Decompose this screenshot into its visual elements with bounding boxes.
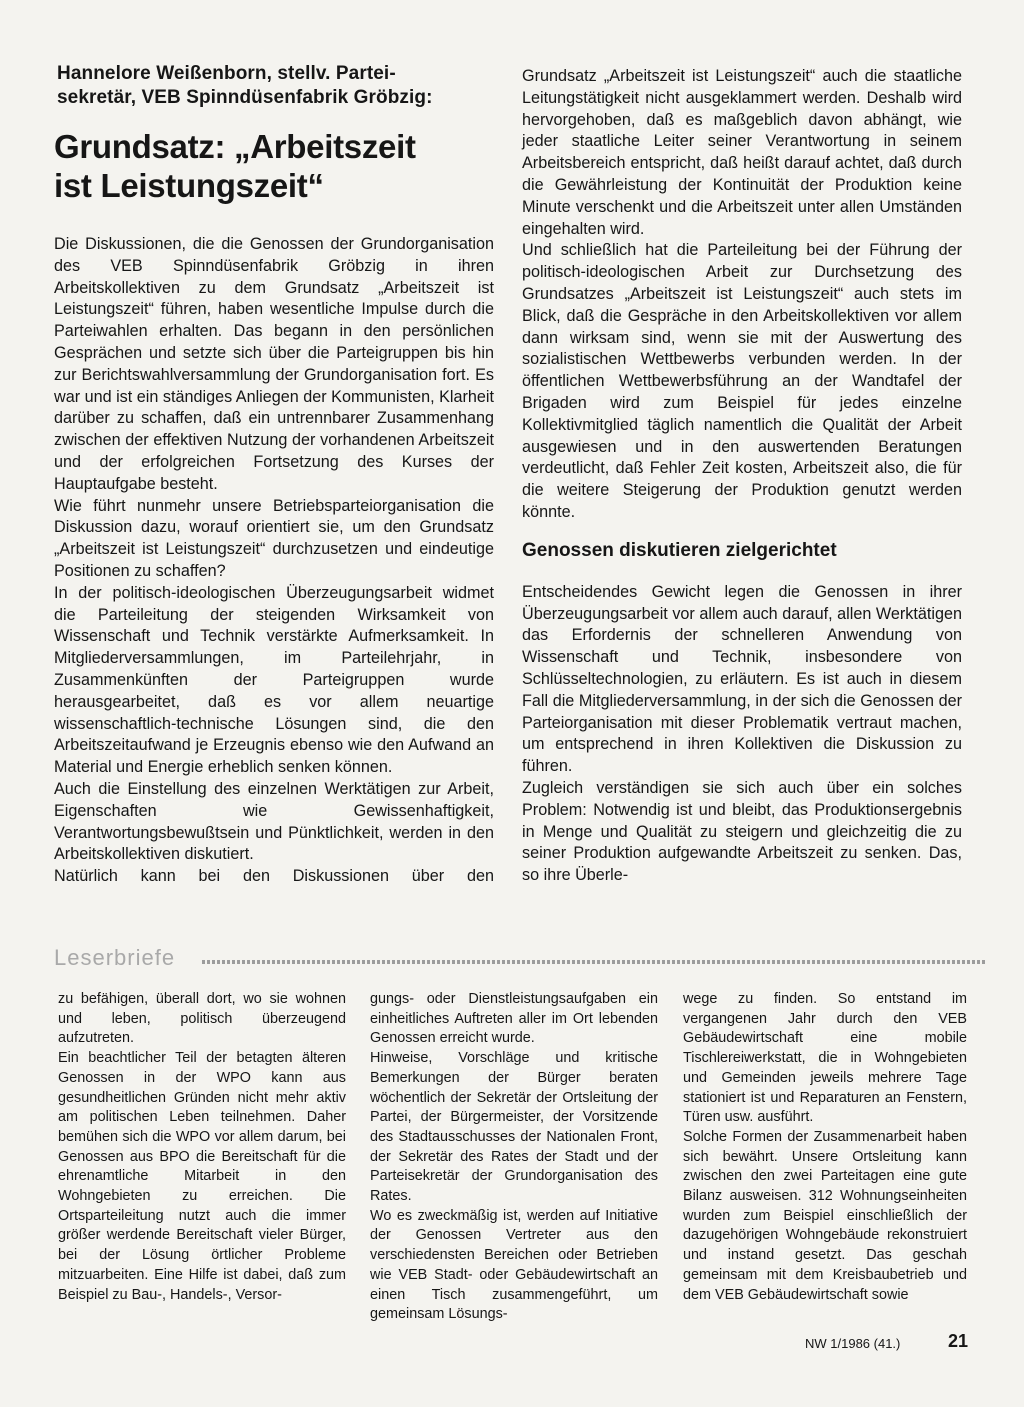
article-headline — [54, 127, 504, 205]
headline-line-1: Grundsatz: „Arbeitszeit — [54, 128, 416, 165]
section-header — [54, 940, 989, 976]
page-number: 21 — [948, 1331, 969, 1351]
article-column-left — [54, 234, 494, 888]
letter-paragraph: Solche Formen der Zusammenarbeit haben sich bewährt. Unsere Ortsleitung kann zwischen den zwei Parteitagen eine gute Bilanz ausweisen. 312 Wohnungseinheiten wurden zum Beispiel einschließlich der dazugehörigen Wohngebäude rekonstruiert und instand gesetzt. Das geschah gemeinsam mit dem Kreisbaubetrieb und dem VEB Gebäudewirtschaft sowie — [683, 1128, 967, 1303]
letter-paragraph: zu befähigen, überall dort, wo sie wohnen und leben, politisch überzeugend aufzutreten. — [58, 991, 346, 1047]
article-subheading: Genossen diskutieren zielgerichtet — [522, 539, 837, 561]
article-paragraph: Wie führt nunmehr unsere Betriebsparteiorganisation die Diskussion dazu, worauf orientiert sie, um den Grundsatz „Arbeitszeit ist Leistungszeit“ durchzusetzen und eindeutige Positionen zu schaffen? — [54, 496, 494, 580]
article-paragraph: Und schließlich hat die Parteileitung bei der Führung der politisch-ideologischen Arbeit zur Durchsetzung des Grundsatzes „Arbeitszeit ist Leistungszeit“ auch stets im Blick, daß die Gespräche in den Arbeitskollektiven vor allem dann wirksam sind, wenn sie mit der Auswertung des sozialistischen Wettbewerbs verbunden werden. In der öffentlichen Wettbewerbsführung an der Wandtafel der Brigaden wird zum Beispiel für jedes einzelne Kollektivmitglied täglich namentlich die Qualität der Arbeit ausgewiesen und in den auswertenden Beratungen verdeutlicht, daß Fehler Zeit kosten, Arbeitszeit also, die für die weitere Steigerung der Produktion genutzt werden könnte. — [522, 241, 962, 521]
article-paragraph: In der politisch-ideologischen Überzeugungsarbeit widmet die Parteileitung der steigenden Wirksamkeit von Wissenschaft und Technik verstärkte Aufmerksamkeit. In Mitgliederversammlungen, im Parteilehrjahr, in Zusammenkünften der Parteigruppen wurde herausgearbeitet, daß es vor allem neuartige wissenschaftlich-technische Lösungen sind, die den Arbeitszeitaufwand je Erzeugnis ebenso wie den Aufwand an Material und Energie erheblich senken können. — [54, 583, 494, 777]
letter-paragraph: Wo es zweckmäßig ist, werden auf Initiative der Genossen Vertreter aus den verschiedensten Bereichen oder Betrieben wie VEB Stadt- oder Gebäudewirtschaft an einen Tisch zusammengeführt, um gemeinsam Lösungs- — [370, 1207, 658, 1323]
author-line-1: Hannelore Weißenborn, stellv. Partei- — [57, 63, 396, 84]
issue-reference: NW 1/1986 (41.) — [805, 1336, 901, 1351]
article-paragraph: Entscheidendes Gewicht legen die Genossen in ihrer Überzeugungsarbeit vor allem auch darauf, allen Werktätigen das Erfordernis der schnelleren Anwendung von Wissenschaft und Technik, insbesondere von Schlüsseltechnologien, zu erläutern. Es ist auch in diesem Fall die Mitgliederversammlung, in der sich die Genossen der Parteiorganisation mit dieser Problematik vertraut machen, um entsprechend in ihren Kollektiven die Diskussion zu führen. — [522, 582, 962, 776]
letter-paragraph: gungs- oder Dienstleistungsaufgaben ein einheitliches Auftreten aller im Ort lebenden Genossen erreicht wurde. — [370, 991, 658, 1047]
letters-column-2 — [370, 990, 658, 1325]
article-paragraph: Auch die Einstellung des einzelnen Werktätigen zur Arbeit, Eigenschaften wie Gewissenhaftigkeit, Verantwortungsbewußtsein und Pünktlichkeit, werden in den Arbeitskollektiven diskutiert. — [54, 779, 494, 864]
letters-column-3 — [683, 990, 967, 1305]
letter-paragraph: wege zu finden. So entstand im vergangenen Jahr durch den VEB Gebäudewirtschaft eine mobile Tischlereiwerkstatt, die in Wohngebieten und Gemeinden jeweils mehrere Tage stationiert ist und Reparaturen an Fenstern, Türen usw. ausführt. — [683, 991, 967, 1126]
letter-paragraph: Ein beachtlicher Teil der betagten älteren Genossen in der WPO kann aus gesundheitlichen Gründen nicht mehr aktiv am politischen Leben teilnehmen. Daher bemühen sich die WPO vor allem darum, bei Genossen aus BPO die Bereitschaft für die ehrenamtliche Mitarbeit in den Wohngebieten zu erreichen. Die Ortsparteileitung nutzt auch die immer größer werdende Bereitschaft vieler Bürger, bei der Lösung örtlicher Probleme mitzuarbeiten. Eine Hilfe ist dabei, daß zum Beispiel zu Bau-, Handels-, Versor- — [58, 1050, 346, 1303]
headline-line-2: ist Leistungszeit“ — [54, 167, 324, 204]
section-divider — [202, 960, 987, 964]
article-paragraph: Grundsatz „Arbeitszeit ist Leistungszeit“ auch die staatliche Leitungstätigkeit nicht ausgeklammert werden. Deshalb wird hervorgehoben, daß es maßgeblich davon abhängt, wie jeder staatliche Leiter seiner Verantwortung in seinem Arbeitsbereich entspricht, daß heißt darauf achtet, daß durch die Gewährleistung der Kontinuität der Produktion keine Minute verschenkt und die Arbeitszeit unter allen Umständen eingehalten wird. — [522, 67, 962, 238]
article-paragraph: Die Diskussionen, die die Genossen der Grundorganisation des VEB Spinndüsenfabrik Gröbzig in ihren Arbeitskollektiven zu dem Grundsatz „Arbeitszeit ist Leistungszeit“ führen, haben wesentliche Impulse durch die Parteiwahlen erhalten. Das begann in den persönlichen Gesprächen und setzte sich über die Parteigruppen bis hin zur Berichtswahlversammlung der Grundorganisation fort. Es war und ist ein ständiges Anliegen der Kommunisten, Klarheit darüber zu schaffen, daß ein untrennbarer Zusammenhang zwischen der effektiven Nutzung der vorhandenen Arbeitszeit und der erfolgreichen Fortsetzung des Kurses der Hauptaufgabe besteht. — [54, 235, 495, 493]
article-paragraph: Natürlich kann bei den Diskussionen über den — [54, 867, 494, 886]
section-label: Leserbriefe — [54, 945, 176, 970]
article-paragraph: Zugleich verständigen sie sich auch über ein solches Problem: Notwendig ist und bleibt, das Produktionsergebnis in Menge und Qualität zu steigern und gleichzeitig die zu seiner Produktion aufgewandte Arbeitszeit zu senken. Das, so ihre Überle- — [522, 778, 962, 885]
letters-column-1 — [58, 990, 346, 1305]
article-column-right — [522, 66, 962, 887]
author-line-2: sekretär, VEB Spinndüsenfabrik Gröbzig: — [57, 87, 433, 108]
letter-paragraph: Hinweise, Vorschläge und kritische Bemerkungen der Bürger beraten wöchentlich der Sekretär der Ortsleitung der Partei, der Bürgermeister, der Vorsitzende des Stadtausschusses der Nationalen Front, der Sekretär des Rates der Stadt und der Parteisekretär der Grundorganisation des Rates. — [370, 1050, 658, 1205]
author-byline — [57, 62, 497, 110]
